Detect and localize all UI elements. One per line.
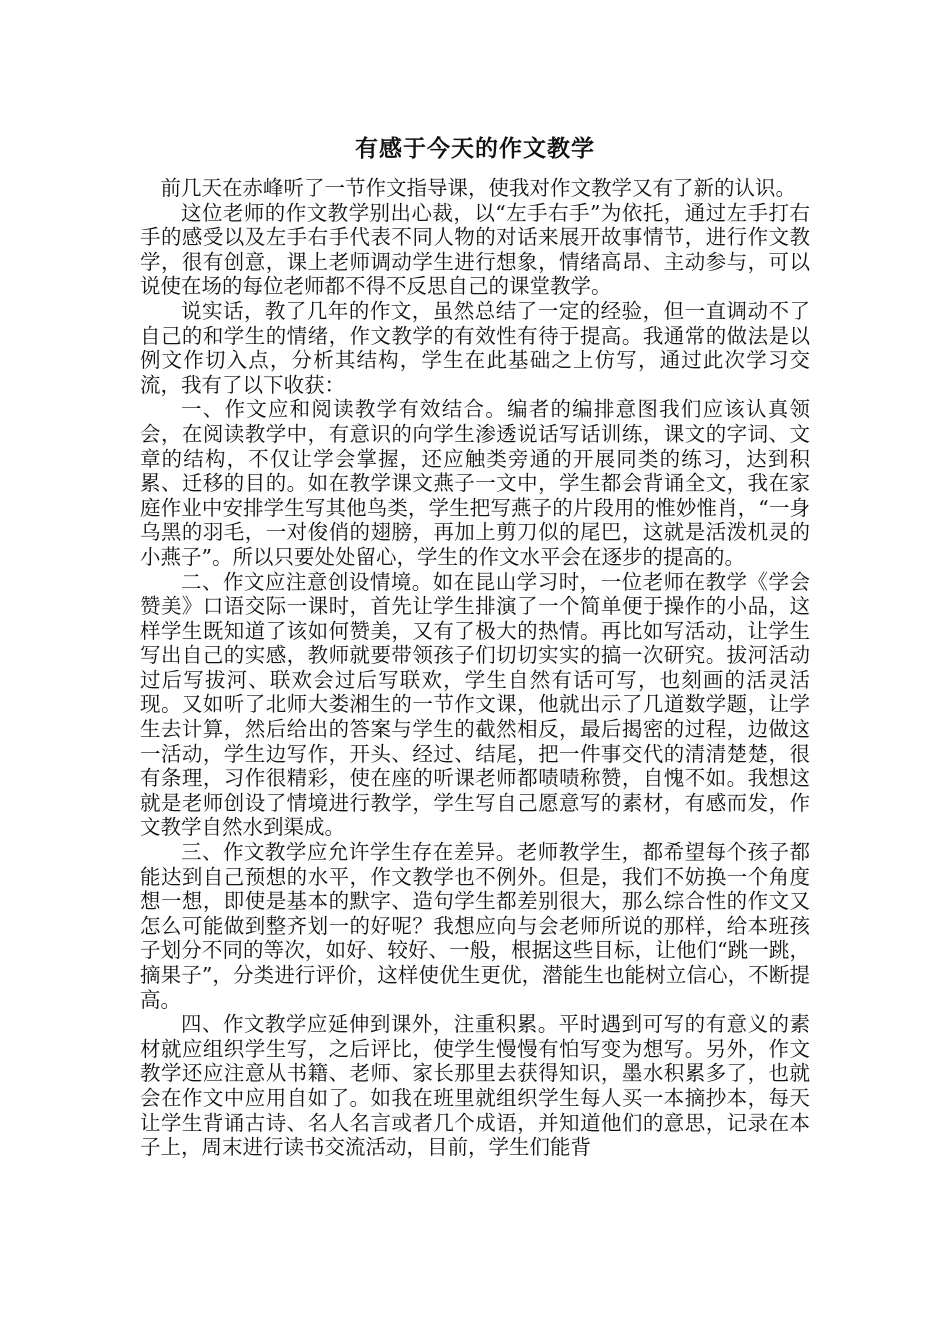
paragraph-observation: 这位老师的作文教学别出心裁，以“左手右手”为依托，通过左手打右手的感受以及左手右手代表不同人物的对话来展开故事情节，进行作文教学，很有创意，课上老师调动学生进行想象，情绪高昂、主动参与，可以说使在场的每位老师都不得不反思自己的课堂教学。 [140, 200, 810, 299]
paragraph-point-two: 二、作文应注意创设情境。如在昆山学习时，一位老师在教学《学会赞美》口语交际一课时，首先让学生排演了一个简单便于操作的小品，这样学生既知道了该如何赞美，又有了极大的热情。再比如写活动，让学生写出自己的实感，教师就要带领孩子们切切实实的搞一次研究。拔河活动过后写拔河、联欢会过后写联欢，学生自然有话可写，也刻画的活灵活现。又如听了北师大娄湘生的一节作文课，他就出示了几道数学题，让学生去计算，然后给出的答案与学生的截然相反，最后揭密的过程，边做这一活动，学生边写作，开头、经过、结尾，把一件事交代的清清楚楚，很有条理，习作很精彩，使在座的听课老师都啧啧称赞，自愧不如。我想这就是老师创设了情境进行教学，学生写自己愿意写的素材，有感而发，作文教学自然水到渠成。 [140, 569, 810, 840]
document-title: 有感于今天的作文教学 [355, 135, 595, 162]
paragraph-point-one: 一、作文应和阅读教学有效结合。编者的编排意图我们应该认真领会，在阅读教学中，有意识的向学生渗透说话写话训练，课文的字词、文章的结构，不仅让学会掌握，还应触类旁通的开展同类的练习，达到积累、迁移的目的。如在教学课文燕子一文中，学生都会背诵全文，我在家庭作业中安排学生写其他鸟类，学生把写燕子的片段用的惟妙惟肖，“一身乌黑的羽毛，一对俊俏的翅膀，再加上剪刀似的尾巴，这就是活泼机灵的小燕子”。所以只要处处留心，学生的作文水平会在逐步的提高的。 [140, 397, 810, 569]
paragraph-point-three: 三、作文教学应允许学生存在差异。老师教学生，都希望每个孩子都能达到自己预想的水平，作文教学也不例外。但是，我们不妨换一个角度想一想，即使是基本的默字、造句学生都差别很大，那么综合性的作文又怎么可能做到整齐划一的好呢？我想应向与会老师所说的那样，给本班孩子划分不同的等次，如好、较好、一般，根据这些目标，让他们“跳一跳，摘果子”，分类进行评价，这样使优生更优，潜能生也能树立信心，不断提高。 [140, 840, 810, 1012]
paragraph-point-four: 四、作文教学应延伸到课外，注重积累。平时遇到可写的有意义的素材就应组织学生写，之后评比，使学生慢慢有怕写变为想写。另外，作文教学还应注意从书籍、老师、家长那里去获得知识，墨水积累多了，也就会在作文中应用自如了。如我在班里就组织学生每人买一本摘抄本，每天让学生背诵古诗、名人名言或者几个成语，并知道他们的意思，记录在本子上，周末进行读书交流活动，目前，学生们能背 [140, 1012, 810, 1160]
document-page [140, 130, 810, 1160]
paragraph-intro: 前几天在赤峰听了一节作文指导课，使我对作文教学又有了新的认识。 [160, 176, 796, 200]
paragraph-reflection: 说实话，教了几年的作文，虽然总结了一定的经验，但一直调动不了自己的和学生的情绪，作文教学的有效性有待于提高。我通常的做法是以例文作切入点，分析其结构，学生在此基础之上仿写，通过此次学习交流，我有了以下收获： [140, 298, 810, 397]
